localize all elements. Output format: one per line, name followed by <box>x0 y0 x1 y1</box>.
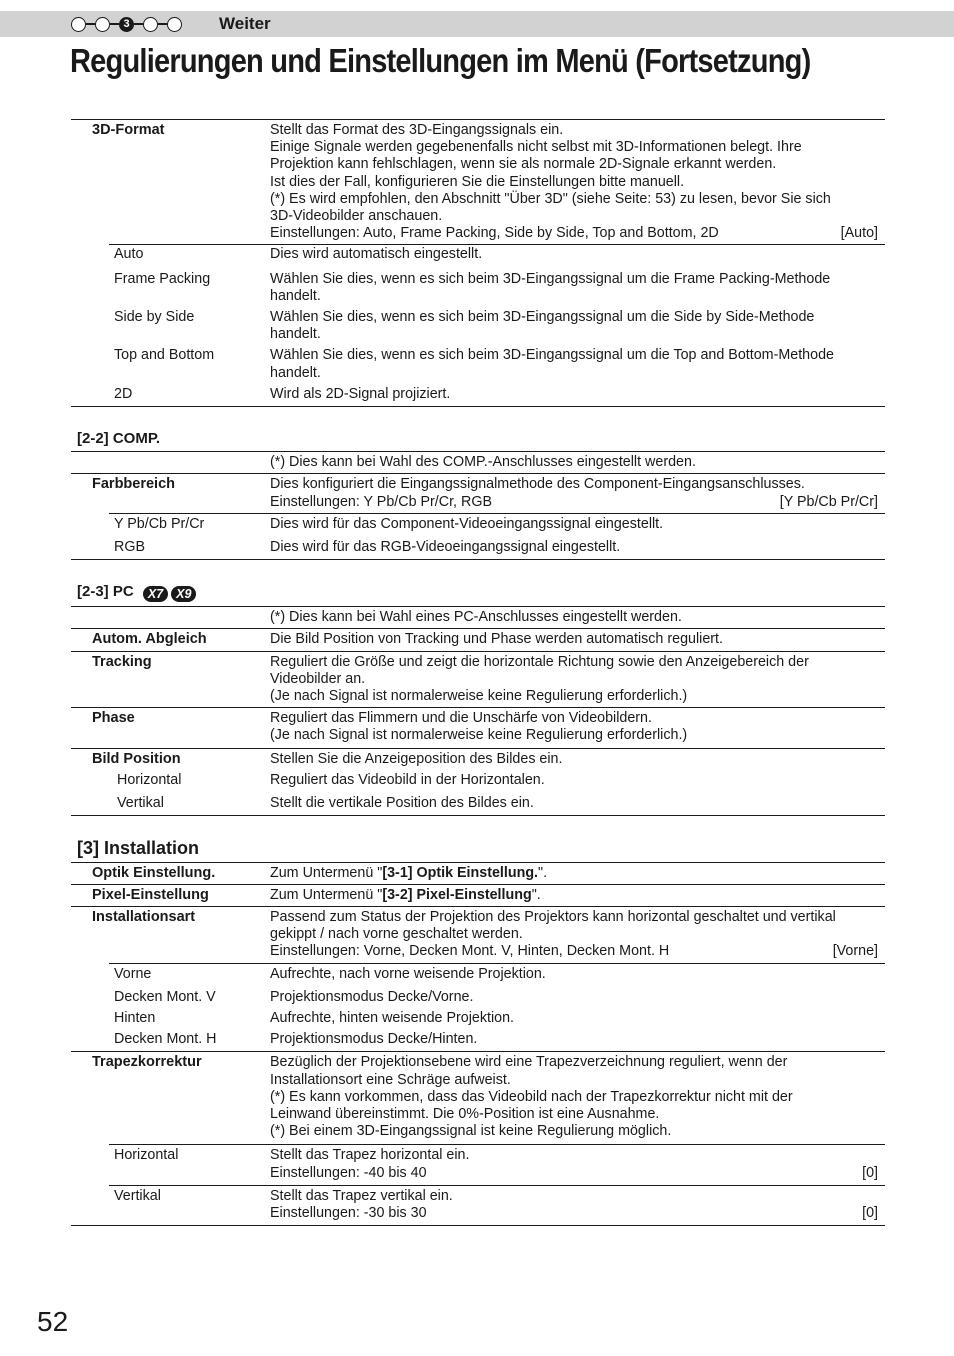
option-label: Side by Side <box>114 309 195 326</box>
desc-line: Wählen Sie dies, wenn es sich beim 3D-Eingangssignal um die Side by Side-Methode <box>270 309 815 326</box>
option-description: Stellt die vertikale Position des Bildes ein. <box>270 795 534 812</box>
submenu-link[interactable]: [3-2] Pixel-Einstellung <box>382 886 532 903</box>
note-text: (*) Dies kann bei Wahl eines PC-Anschlusses eingestellt werden. <box>270 609 682 626</box>
desc-line: (*) Es wird empfohlen, den Abschnitt "Über 3D" (siehe Seite: 53) zu lesen, bevor Sie sich <box>270 190 831 207</box>
desc-prefix: Zum Untermenü " <box>270 864 383 881</box>
desc-line: (Je nach Signal ist normalerweise keine Regulierung erforderlich.) <box>270 688 688 705</box>
row-description <box>270 887 885 904</box>
desc-line: Videobilder an. <box>270 670 366 687</box>
desc-line: Stellt das Trapez horizontal ein. <box>270 1147 470 1164</box>
row-label: Farbbereich <box>92 476 175 493</box>
row-description <box>270 122 885 242</box>
breadcrumb: Weiter <box>219 14 271 33</box>
desc-line: Leinwand übereinstimmt. Die 0%-Position ist eine Ausnahme. <box>270 1105 660 1122</box>
desc-line: Reguliert die Größe und zeigt die horizontale Richtung sowie den Anzeigebereich der <box>270 653 809 670</box>
desc-line: (*) Bei einem 3D-Eingangssignal ist keine Regulierung möglich. <box>270 1123 672 1140</box>
desc-line: handelt. <box>270 364 321 381</box>
table-row <box>71 791 885 815</box>
settings-text: Einstellungen: Vorne, Decken Mont. V, Hinten, Decken Mont. H <box>270 943 670 960</box>
table-row <box>109 266 885 307</box>
section-heading-comp: [2-2] COMP. <box>77 430 161 448</box>
default-value: [0] <box>862 1164 878 1181</box>
desc-line: (Je nach Signal ist normalerweise keine Regulierung erforderlich.) <box>270 727 688 744</box>
table-row <box>109 1008 885 1029</box>
installation-table <box>71 862 885 1227</box>
option-description: Aufrechte, nach vorne weisende Projektion. <box>270 965 546 982</box>
table-row <box>71 906 885 963</box>
table-row <box>109 1029 885 1051</box>
desc-line: Installationsort eine Schräge aufweist. <box>270 1071 511 1088</box>
step-circle-active-icon <box>119 17 134 32</box>
page-number: 52 <box>37 1306 69 1337</box>
desc-suffix: ". <box>538 864 548 881</box>
model-badges <box>143 586 197 602</box>
desc-line: Stellt das Format des 3D-Eingangssignals ein. <box>270 122 564 138</box>
step-indicator <box>71 15 182 33</box>
option-description <box>270 1188 885 1222</box>
row-description <box>270 654 885 706</box>
default-value: [Y Pb/Cb Pr/Cr] <box>779 493 878 510</box>
section-heading-pc <box>77 583 885 602</box>
table-row <box>71 748 885 770</box>
section-heading-text: [2-3] PC <box>77 583 134 601</box>
option-description <box>270 309 885 343</box>
table-row <box>71 770 885 791</box>
step-connector <box>134 23 143 24</box>
option-description: Dies wird für das Component-Videoeingangssignal eingestellt. <box>270 515 664 532</box>
desc-line: handelt. <box>270 326 321 343</box>
settings-line <box>270 494 878 511</box>
section-heading-installation: [3] Installation <box>77 838 200 859</box>
pc-table <box>71 606 885 816</box>
option-label: Vertikal <box>114 1187 161 1204</box>
option-description: Reguliert das Videobild in der Horizontalen. <box>270 771 545 788</box>
settings-text: Einstellungen: -40 bis 40 <box>270 1164 427 1181</box>
table-row <box>109 384 885 406</box>
table-row <box>71 607 885 628</box>
header-bar <box>0 11 954 37</box>
table-row <box>71 707 885 747</box>
option-label: Frame Packing <box>114 270 211 287</box>
desc-line: Ist dies der Fall, konfigurieren Sie die Einstellungen bitte manuell. <box>270 173 685 190</box>
desc-line: gekippt / nach vorne geschaltet werden. <box>270 926 523 943</box>
row-description <box>270 710 885 744</box>
settings-text: Einstellungen: Y Pb/Cb Pr/Cr, RGB <box>270 493 492 510</box>
row-description <box>270 865 885 882</box>
row-label <box>71 454 270 471</box>
option-description <box>270 347 885 381</box>
step-circle-icon <box>71 17 86 32</box>
row-description <box>270 909 885 961</box>
page-title: Regulierungen und Einstellungen im Menü (Fortsetzung) <box>70 42 811 79</box>
step-connector <box>86 23 95 24</box>
option-description: Wird als 2D-Signal projiziert. <box>270 385 451 402</box>
row-description <box>270 1054 885 1140</box>
row-label: Pixel-Einstellung <box>92 886 209 903</box>
desc-prefix: Zum Untermenü " <box>270 886 383 903</box>
table-row <box>71 452 885 473</box>
table-row <box>109 1144 885 1184</box>
desc-line: (*) Es kann vorkommen, dass das Videobild nach der Trapezkorrektur nicht mit der <box>270 1088 793 1105</box>
row-label: Autom. Abgleich <box>92 631 207 648</box>
option-label: Y Pb/Cb Pr/Cr <box>114 515 205 532</box>
option-description: Projektionsmodus Decke/Hinten. <box>270 1031 478 1048</box>
table-row <box>71 651 885 708</box>
row-label: Trapezkorrektur <box>92 1054 202 1071</box>
table-row <box>109 513 885 535</box>
default-value: [Auto] <box>840 225 878 242</box>
desc-line: Wählen Sie dies, wenn es sich beim 3D-Eingangssignal um die Frame Packing-Methode <box>270 270 831 287</box>
row-label: Optik Einstellung. <box>92 864 216 881</box>
desc-line: Wählen Sie dies, wenn es sich beim 3D-Eingangssignal um die Top and Bottom-Methode <box>270 347 834 364</box>
table-row <box>71 884 885 906</box>
page-content <box>71 119 885 1226</box>
desc-line: Reguliert das Flimmern und die Unschärfe von Videobildern. <box>270 710 652 727</box>
option-label: 2D <box>114 385 133 402</box>
table-row <box>109 1185 885 1225</box>
desc-line: Passend zum Status der Projektion des Projektors kann horizontal geschaltet und vertikal <box>270 908 836 925</box>
step-circle-icon <box>143 17 158 32</box>
table-row <box>109 307 885 345</box>
row-label: Installationsart <box>92 908 196 925</box>
desc-line: Projektion kann fehlschlagen, wenn sie als normale 2D-Signale erkannt werden. <box>270 156 777 173</box>
table-row <box>71 1051 885 1144</box>
option-label: Decken Mont. V <box>114 988 216 1005</box>
step-circle-icon <box>167 17 182 32</box>
option-label: Horizontal <box>114 1147 179 1164</box>
row-label: Bild Position <box>92 750 181 767</box>
option-label: Vorne <box>114 965 152 982</box>
desc-line: Stellt das Trapez vertikal ein. <box>270 1187 453 1204</box>
desc-line: Bezüglich der Projektionsebene wird eine Trapezverzeichnung reguliert, wenn der <box>270 1054 788 1071</box>
step-connector <box>110 23 119 24</box>
table-row <box>109 244 885 265</box>
model-badge: X7 <box>143 586 168 602</box>
table-row <box>71 628 885 650</box>
option-description: Projektionsmodus Decke/Vorne. <box>270 988 474 1005</box>
note-text: (*) Dies kann bei Wahl des COMP.-Anschlusses eingestellt werden. <box>270 454 696 471</box>
step-number: 3 <box>123 17 130 30</box>
option-label: Horizontal <box>117 771 182 788</box>
row-description: Die Bild Position von Tracking und Phase werden automatisch reguliert. <box>270 631 723 648</box>
table-row <box>71 120 885 244</box>
option-description <box>270 271 885 305</box>
option-label: RGB <box>114 539 145 556</box>
model-badge: X9 <box>171 586 196 602</box>
settings-text: Einstellungen: -30 bis 30 <box>270 1204 427 1221</box>
settings-text: Einstellungen: Auto, Frame Packing, Side by Side, Top and Bottom, 2D <box>270 225 719 242</box>
row-label: 3D-Format <box>92 122 165 138</box>
table-row <box>109 345 885 383</box>
table-row <box>71 863 885 884</box>
table-row <box>109 535 885 559</box>
option-label: Top and Bottom <box>114 347 215 364</box>
desc-line: 3D-Videobilder anschauen. <box>270 208 443 225</box>
option-label: Hinten <box>114 1009 156 1026</box>
step-connector <box>158 23 167 24</box>
option-description: Dies wird automatisch eingestellt. <box>270 246 483 263</box>
format3d-table <box>71 119 885 407</box>
settings-line <box>270 1205 878 1222</box>
row-description: Stellen Sie die Anzeigeposition des Bildes ein. <box>270 750 563 767</box>
row-label: Phase <box>92 710 135 727</box>
row-label: Tracking <box>92 653 152 670</box>
desc-line: Einige Signale werden gegebenenfalls nicht selbst mit 3D-Informationen belegt. Ihre <box>270 139 802 156</box>
row-label <box>71 609 270 626</box>
option-label: Vertikal <box>117 795 164 812</box>
option-label: Auto <box>114 246 144 263</box>
default-value: [0] <box>862 1204 878 1221</box>
option-description: Aufrechte, hinten weisende Projektion. <box>270 1009 514 1026</box>
option-description <box>270 1147 885 1181</box>
settings-line <box>270 943 878 960</box>
desc-line: handelt. <box>270 287 321 304</box>
settings-line <box>270 225 878 242</box>
submenu-link[interactable]: [3-1] Optik Einstellung. <box>382 864 539 881</box>
step-circle-icon <box>95 17 110 32</box>
option-label: Decken Mont. H <box>114 1031 217 1048</box>
table-row <box>71 473 885 512</box>
desc-line: Dies konfiguriert die Eingangssignalmethode des Component-Eingangsanschlusses. <box>270 476 805 493</box>
table-row <box>109 963 885 985</box>
comp-table <box>71 451 885 560</box>
row-description <box>270 476 885 510</box>
option-description: Dies wird für das RGB-Videoeingangssignal eingestellt. <box>270 539 621 556</box>
settings-line <box>270 1165 878 1182</box>
default-value: [Vorne] <box>832 943 878 960</box>
desc-suffix: ". <box>531 886 541 903</box>
table-row <box>109 985 885 1008</box>
